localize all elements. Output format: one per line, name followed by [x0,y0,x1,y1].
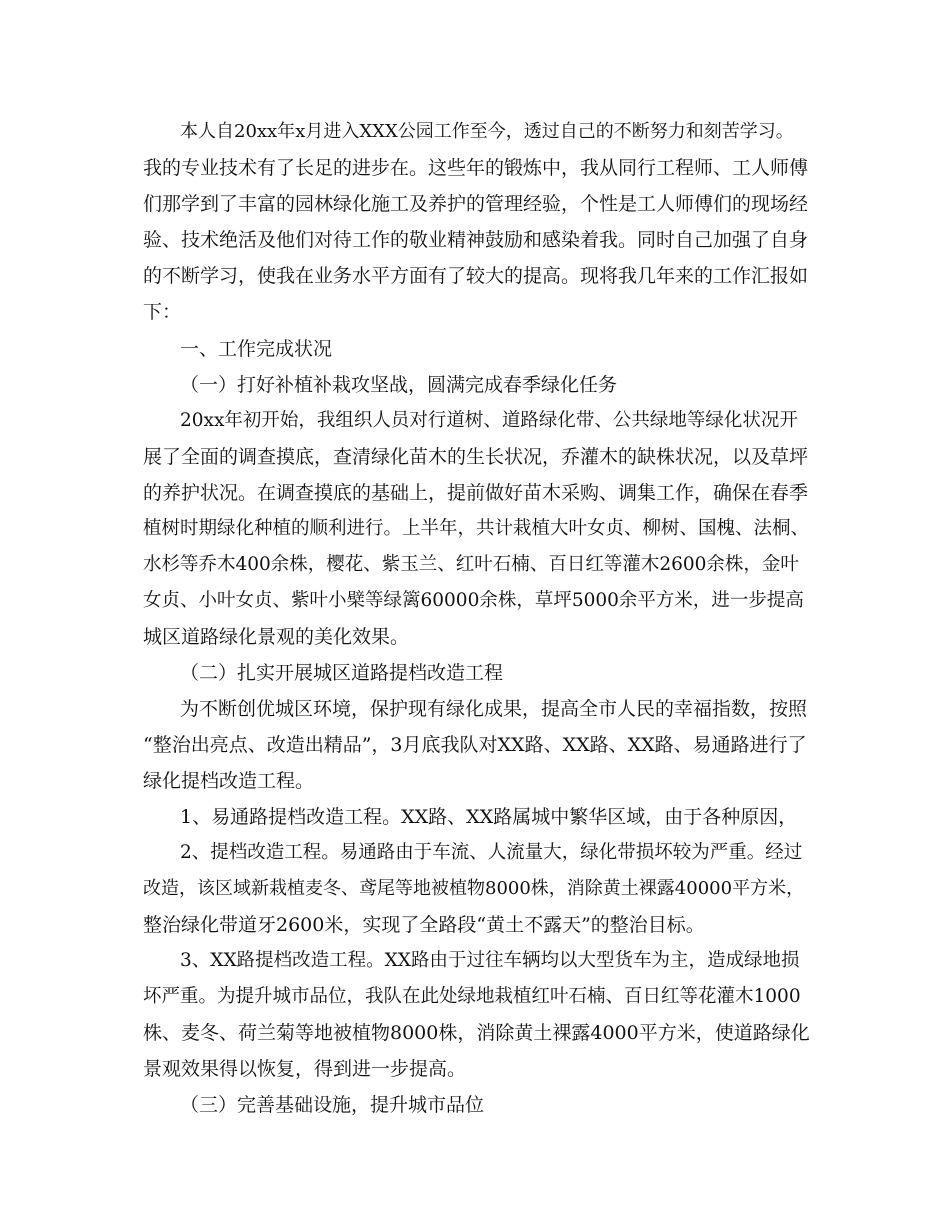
body-text-line: 城区道路绿化景观的美化效果。 [143,626,410,648]
body-text-line: 的养护状况。在调查摸底的基础上，提前做好苗木采购、调集工作，确保在春季 [143,482,809,504]
body-text-line: 绿化提档改造工程。 [143,770,315,792]
body-text-line: 水杉等乔木400余株，樱花、紫玉兰、红叶石楠、百日红等灌木2600余株，金叶 [143,554,799,575]
body-text-line: 展了全面的调查摸底，查清绿化苗木的生长状况，乔灌木的缺株状况，以及草坪 [143,446,809,468]
body-text-line: 我的专业技术有了长足的进步在。这些年的锻炼中，我从同行工程师、工人师傅 [143,157,809,179]
body-text-line: 3、XX路提档改造工程。XX路由于过往车辆均以大型货车为主，造成绿地损 [180,950,800,971]
body-text-line: 的不断学习，使我在业务水平方面有了较大的提高。现将我几年来的工作汇报如 [143,265,809,287]
body-text-line: 改造，该区域新栽植麦冬、鸢尾等地被植物8000株，消除黄土裸露40000平方米， [143,878,805,899]
body-text-line: 景观效果得以恢复，得到进一步提高。 [143,1058,467,1080]
body-text-line: 植树时期绿化种植的顺利进行。上半年，共计栽植大叶女贞、柳树、国槐、法桐、 [143,518,810,539]
body-text-line: 验、技术绝活及他们对待工作的敬业精神鼓励和感染着我。同时自己加强了自身 [143,229,809,251]
subsection-heading: （三）完善基础设施，提升城市品位 [180,1094,485,1116]
body-text-line: 1、易通路提档改造工程。XX路、XX路属城中繁华区域，由于各种原因， [180,806,798,828]
body-text-line: 坏严重。为提升城市品位，我队在此处绿地栽植红叶石楠、百日红等花灌木1000 [143,986,801,1007]
body-text-line: 们那学到了丰富的园林绿化施工及养护的管理经验，个性是工人师傅们的现场经 [143,193,809,215]
subsection-heading: （一）打好补植补栽攻坚战，圆满完成春季绿化任务 [180,374,618,396]
subsection-heading: （二）扎实开展城区道路提档改造工程 [180,662,504,684]
body-text-line: 整治绿化带道牙2600米，实现了全路段“黄土不露天”的整治目标。 [143,914,705,936]
body-text-line: 为不断创优城区环境，保护现有绿化成果，提高全市人民的幸福指数，按照 [180,698,808,720]
section-heading: 一、工作完成状况 [180,338,333,360]
body-text-line: “整治出亮点、改造出精品”，3月底我队对XX路、XX路、XX路、易通路进行了 [143,734,807,756]
body-text-line: 下： [143,301,182,323]
body-text-line: 本人自20xx年x月进入XXX公园工作至今，透过自己的不断努力和刻苦学习。 [180,121,794,142]
body-text-line: 女贞、小叶女贞、紫叶小檗等绿篱60000余株，草坪5000余平方米，进一步提高 [143,590,804,611]
body-text-line: 株、麦冬、荷兰菊等地被植物8000株，消除黄土裸露4000平方米，使道路绿化 [143,1022,810,1044]
body-text-line: 20xx年初开始，我组织人员对行道树、道路绿化带、公共绿地等绿化状况开 [180,410,798,431]
body-text-line: 2、提档改造工程。易通路由于车流、人流量大，绿化带损坏较为严重。经过 [180,842,803,863]
